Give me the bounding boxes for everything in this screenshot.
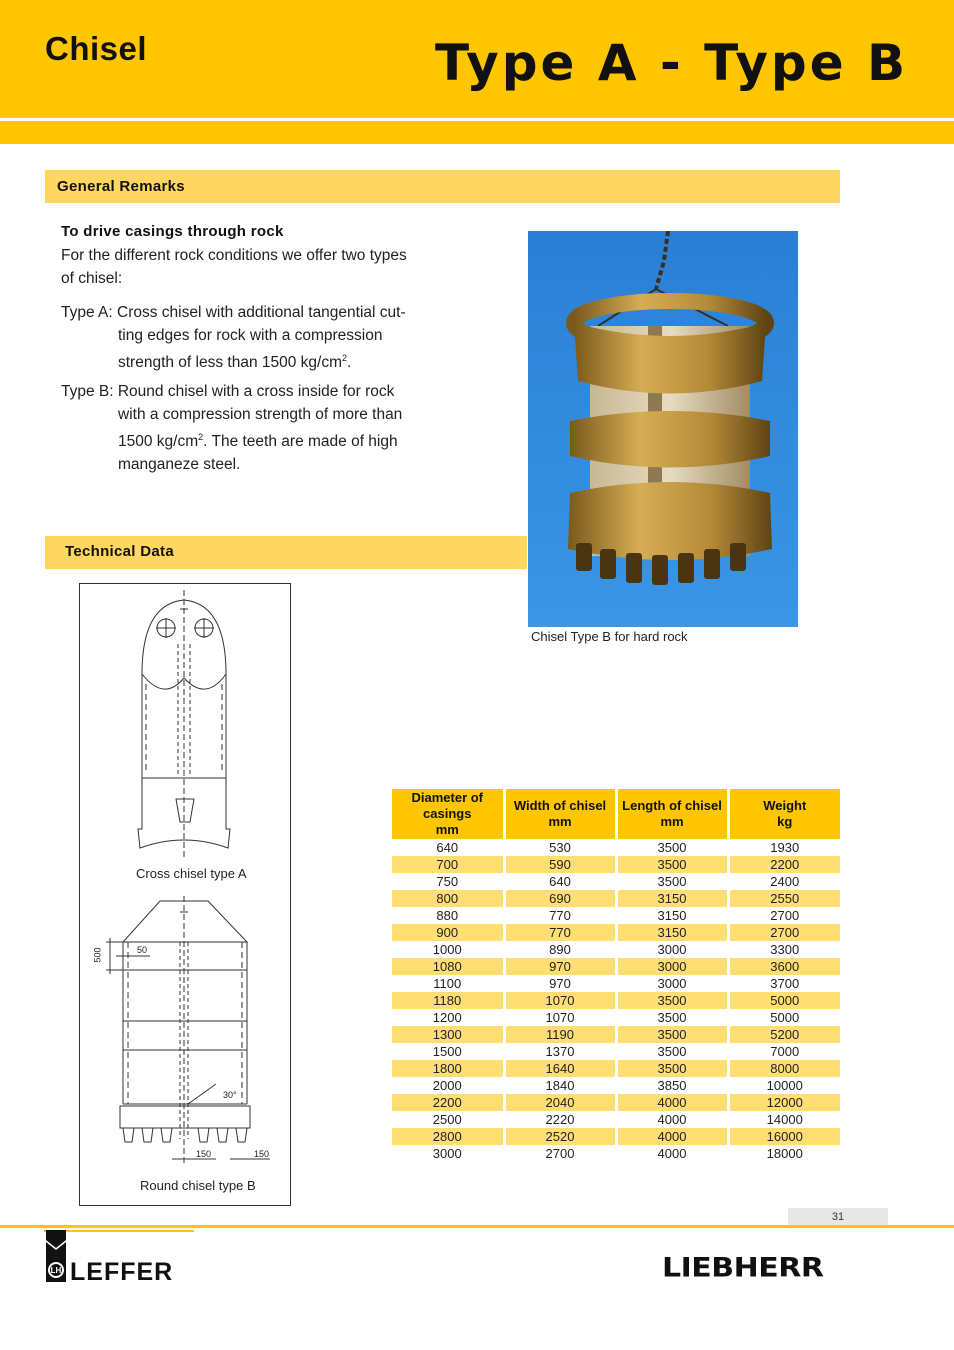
table-cell: 800 (392, 890, 504, 907)
technical-drawing (79, 583, 291, 1206)
column-header-unit: mm (660, 814, 684, 829)
table-cell: 3300 (770, 942, 800, 957)
table-row (392, 1060, 840, 1077)
table-cell: 890 (504, 941, 616, 958)
table-cell: 900 (392, 924, 504, 941)
table-cell: 4000 (616, 1094, 728, 1111)
column-header-length (616, 789, 728, 839)
superscript: 2 (198, 432, 204, 443)
dimension-50: 50 (137, 945, 148, 955)
table-row (392, 924, 840, 941)
table-cell: 2520 (504, 1128, 616, 1145)
table-cell: 12000 (728, 1094, 840, 1111)
type-b-line: manganeze steel. (118, 455, 241, 473)
dimension-150-left: 150 (196, 1149, 212, 1159)
table-row (392, 992, 840, 1009)
table-cell: 3500 (616, 1009, 728, 1026)
table-cell: 1370 (504, 1043, 616, 1060)
table-cell: 770 (504, 924, 616, 941)
table-cell: 3150 (616, 890, 728, 907)
table-cell: 1640 (504, 1060, 616, 1077)
footer-divider (0, 1225, 954, 1228)
table-cell: 3000 (392, 1145, 504, 1162)
drawing-label-type-b: Round chisel type B (140, 1178, 256, 1193)
table-cell: 2200 (392, 1094, 504, 1111)
table-row (392, 839, 840, 856)
table-cell: 750 (392, 873, 504, 890)
table-cell: 1100 (392, 975, 504, 992)
table-cell: 590 (504, 856, 616, 873)
table-cell: 3500 (616, 992, 728, 1009)
table-cell: 7000 (770, 1044, 800, 1059)
table-cell: 1180 (392, 992, 504, 1009)
type-a-line: ting edges for rock with a compression (118, 326, 383, 344)
table-cell: 1000 (392, 941, 504, 958)
table-cell: 3500 (616, 1060, 728, 1077)
chisel-drawings (80, 584, 290, 1205)
chisel-photo (528, 231, 798, 627)
table-row (392, 1111, 840, 1128)
table-cell: 16000 (728, 1128, 840, 1145)
table-cell: 2220 (504, 1111, 616, 1128)
type-a-text: strength of less than 1500 kg/cm (118, 354, 343, 372)
table-cell: 640 (392, 839, 504, 856)
table-row (392, 1009, 840, 1026)
table-cell: 2200 (728, 856, 840, 873)
type-b-text: . The teeth are made of high (203, 433, 398, 451)
table-cell: 700 (392, 856, 504, 873)
column-header-unit: mm (548, 814, 572, 829)
superscript: 2 (342, 353, 348, 364)
table-row (392, 1128, 840, 1145)
table-cell: 1840 (504, 1077, 616, 1094)
intro-line: of chisel: (61, 269, 123, 287)
table-row (392, 856, 840, 873)
table-cell: 2040 (504, 1094, 616, 1111)
type-b-line: with a compression strength of more than (118, 405, 403, 423)
type-b-text: 1500 kg/cm (118, 433, 199, 451)
table-header-row (392, 789, 840, 839)
table-cell: 5000 (728, 992, 840, 1009)
table-row (392, 907, 840, 924)
table-cell: 3500 (616, 1026, 728, 1043)
section-title: Chisel (45, 30, 148, 67)
table-cell: 3600 (728, 958, 840, 975)
column-header-label: Weight (763, 798, 807, 813)
table-cell: 530 (504, 839, 616, 856)
general-remarks-heading: General Remarks (45, 170, 840, 203)
table-row (392, 1145, 840, 1162)
page-number: 31 (788, 1208, 888, 1226)
type-b-line (61, 426, 441, 454)
page-title: Type A - Type B (435, 34, 909, 92)
column-header-weight (728, 789, 840, 839)
technical-data-heading: Technical Data (45, 536, 527, 569)
table-row (392, 1094, 840, 1111)
table-row (392, 873, 840, 890)
table-cell: 770 (504, 907, 616, 924)
intro-line: For the different rock conditions we offer two types (61, 247, 407, 264)
table-cell: 2400 (770, 874, 800, 889)
type-b-paragraph (61, 381, 441, 477)
svg-text:LH: LH (50, 1266, 62, 1275)
header-band-lower (0, 121, 954, 144)
table-cell: 2700 (504, 1145, 616, 1162)
table-cell: 970 (504, 975, 616, 992)
column-header-width (504, 789, 616, 839)
leffer-wordmark: LEFFER (70, 1258, 174, 1286)
general-subheading: To drive casings through rock (61, 223, 284, 240)
table-cell: 1800 (392, 1060, 504, 1077)
table-cell: 8000 (728, 1060, 840, 1077)
table-row (392, 975, 840, 992)
column-header-unit: kg (777, 814, 793, 829)
table-cell: 1200 (392, 1009, 504, 1026)
table-cell: 3000 (616, 941, 728, 958)
dimension-500: 500 (92, 947, 103, 963)
column-header-label: Diameter of casings (411, 790, 484, 821)
table-cell: 3500 (616, 839, 728, 856)
table-row (392, 1043, 840, 1060)
table-cell: 640 (504, 873, 616, 890)
table-cell: 2700 (728, 924, 840, 941)
type-a-line: Type A: Cross chisel with additional tangential cut- (61, 304, 406, 321)
table-cell: 3850 (616, 1077, 728, 1094)
table-cell: 4000 (616, 1111, 728, 1128)
dimension-angle: 30° (223, 1090, 237, 1100)
column-header-label: Length of chisel (622, 798, 722, 813)
drawing-label-type-a: Cross chisel type A (136, 866, 247, 881)
table-cell: 3000 (616, 958, 728, 975)
table-cell: 3500 (616, 856, 728, 873)
type-b-line: Type B: Round chisel with a cross inside for rock (61, 383, 395, 400)
type-a-line (61, 347, 441, 375)
table-cell: 2500 (392, 1111, 504, 1128)
table-cell: 2000 (392, 1077, 504, 1094)
table-row (392, 941, 840, 958)
table-row (392, 1077, 840, 1094)
table-cell: 3000 (616, 975, 728, 992)
table-cell: 1300 (392, 1026, 504, 1043)
table-cell: 2800 (392, 1128, 504, 1145)
table-cell: 3700 (770, 976, 800, 991)
column-header-label: Width of chisel (513, 798, 607, 813)
table-cell: 970 (504, 958, 616, 975)
table-cell: 3500 (616, 873, 728, 890)
table-cell: 5000 (770, 1010, 800, 1025)
table-cell: 1190 (504, 1026, 616, 1043)
table-cell: 4000 (616, 1128, 728, 1145)
table-cell: 1070 (504, 1009, 616, 1026)
column-header-unit: mm (435, 822, 459, 837)
table-cell: 10000 (766, 1078, 803, 1093)
type-a-period: . (347, 354, 352, 372)
table-cell: 2550 (728, 890, 840, 907)
liebherr-logo: LIEBHERR (662, 1252, 824, 1284)
table-cell: 3500 (616, 1043, 728, 1060)
table-row (392, 1026, 840, 1043)
type-a-paragraph (61, 302, 441, 375)
table-cell: 880 (392, 907, 504, 924)
table-cell: 4000 (616, 1145, 728, 1162)
table-cell: 5200 (728, 1026, 840, 1043)
table-cell: 2700 (770, 908, 800, 923)
photo-caption: Chisel Type B for hard rock (531, 629, 688, 644)
intro-paragraph (61, 245, 441, 290)
table-row (392, 890, 840, 907)
table-cell: 1500 (392, 1043, 504, 1060)
table-cell: 690 (504, 890, 616, 907)
table-cell: 3150 (616, 924, 728, 941)
table-cell: 1070 (504, 992, 616, 1009)
technical-data-table (392, 789, 840, 1162)
table-body (392, 839, 840, 1162)
table-row (392, 958, 840, 975)
table-cell: 1080 (392, 958, 504, 975)
table-cell: 18000 (766, 1146, 803, 1161)
dimension-150-right: 150 (254, 1149, 270, 1159)
table-cell: 1930 (770, 840, 800, 855)
table-cell: 3150 (616, 907, 728, 924)
table-cell: 14000 (766, 1112, 803, 1127)
column-header-diameter (392, 789, 504, 839)
